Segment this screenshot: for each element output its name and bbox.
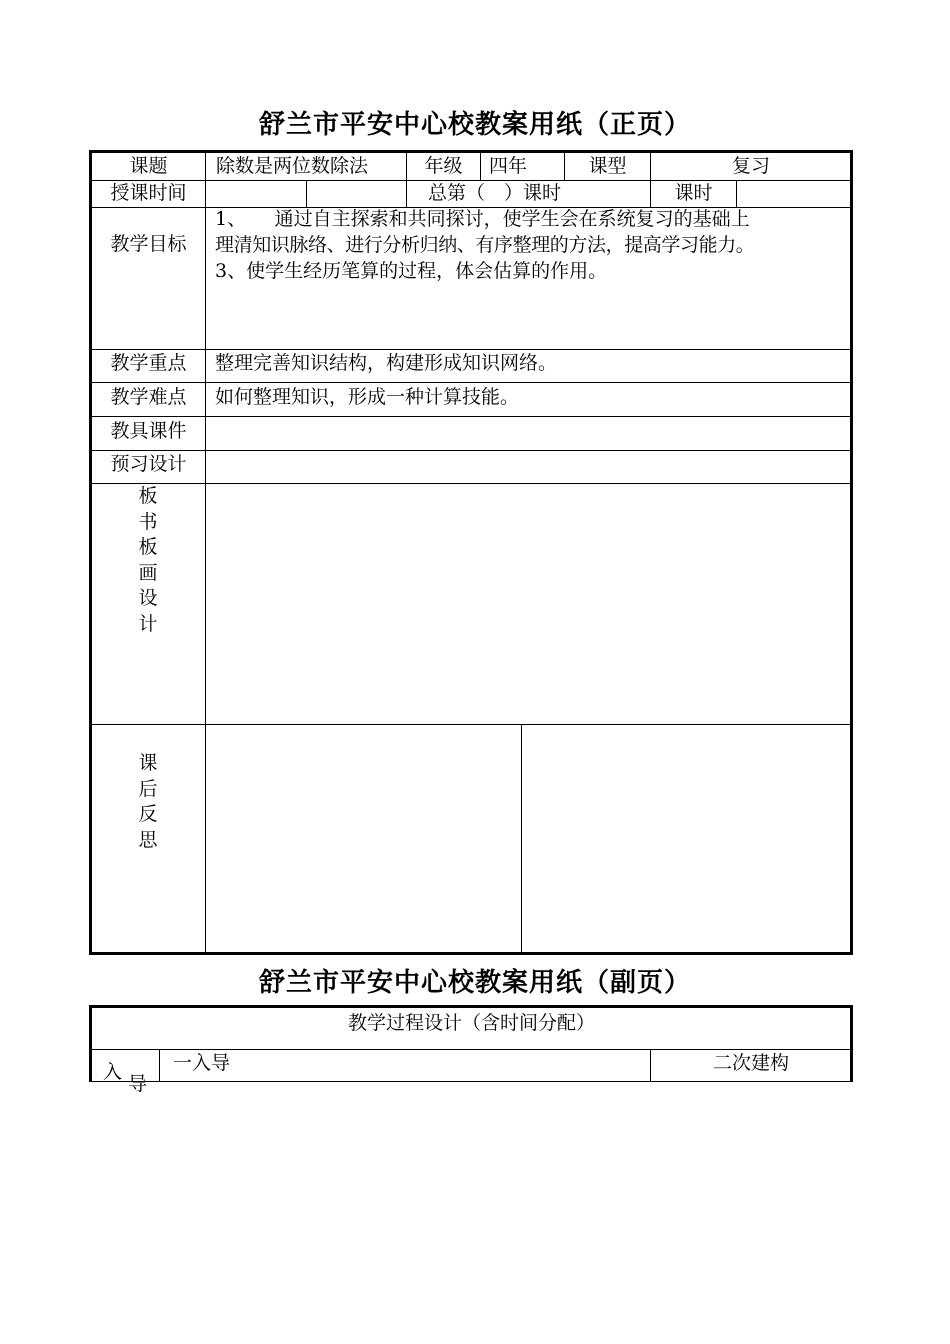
reflection-label-char: 课 bbox=[138, 752, 158, 774]
tools-label: 教具课件 bbox=[110, 420, 187, 442]
type-label: 课型 bbox=[588, 155, 627, 177]
col-divider bbox=[480, 152, 481, 180]
intro-side-char: 入 bbox=[103, 1061, 123, 1083]
goals-line-3: 3、使学生经历笔算的过程，体会估算的作用。 bbox=[215, 260, 608, 282]
intro-label: 一入导 bbox=[173, 1052, 231, 1074]
grade-label: 年级 bbox=[424, 155, 463, 177]
grade-value: 四年 bbox=[489, 155, 528, 177]
key-points-label: 教学重点 bbox=[110, 352, 187, 374]
reflection-label-char: 思 bbox=[138, 828, 158, 851]
reflection-label-char: 后 bbox=[138, 777, 158, 800]
label-column-divider bbox=[205, 152, 206, 953]
reflection-divider bbox=[521, 724, 522, 953]
back-page-title: 舒兰市平安中心校教案用纸（副页） bbox=[258, 968, 691, 998]
reflection-label-char: 反 bbox=[138, 803, 158, 825]
goals-line-2: 理清知识脉络、进行分析归纳、有序整理的方法，提高学习能力。 bbox=[215, 234, 755, 256]
goals-label: 教学目标 bbox=[110, 233, 187, 255]
front-page-title: 舒兰市平安中心校教案用纸（正页） bbox=[258, 110, 691, 140]
intro-side-char: 导 bbox=[128, 1073, 148, 1095]
col-divider bbox=[159, 1049, 160, 1081]
difficulties-label: 教学难点 bbox=[110, 386, 187, 408]
col-divider bbox=[736, 180, 737, 207]
time-label: 授课时间 bbox=[110, 182, 187, 204]
board-label-char: 画 bbox=[138, 561, 158, 584]
col-divider bbox=[306, 180, 307, 207]
preview-label: 预习设计 bbox=[110, 453, 187, 475]
board-label-char: 计 bbox=[138, 612, 158, 635]
board-label-char: 设 bbox=[138, 587, 158, 609]
board-label-char: 板 bbox=[138, 485, 158, 507]
board-design-label bbox=[133, 484, 163, 637]
reflection-label bbox=[133, 751, 163, 853]
difficulties-value: 如何整理知识，形成一种计算技能。 bbox=[215, 386, 520, 408]
rebuild-label: 二次建构 bbox=[712, 1052, 789, 1074]
total-period-label: 总第（ ）课时 bbox=[428, 182, 562, 204]
process-header: 教学过程设计（含时间分配） bbox=[347, 1012, 595, 1034]
type-value: 复习 bbox=[731, 155, 770, 177]
board-label-char: 书 bbox=[138, 510, 158, 533]
topic-label: 课题 bbox=[129, 155, 168, 177]
topic-value: 除数是两位数除法 bbox=[216, 155, 369, 177]
key-points-value: 整理完善知识结构，构建形成知识网络。 bbox=[215, 352, 558, 374]
col-divider bbox=[406, 180, 407, 207]
period-label: 课时 bbox=[674, 182, 713, 204]
board-label-char: 板 bbox=[138, 536, 158, 558]
goals-line-1: 1、 通过自主探索和共同探讨，使学生会在系统复习的基础上 bbox=[215, 208, 750, 230]
